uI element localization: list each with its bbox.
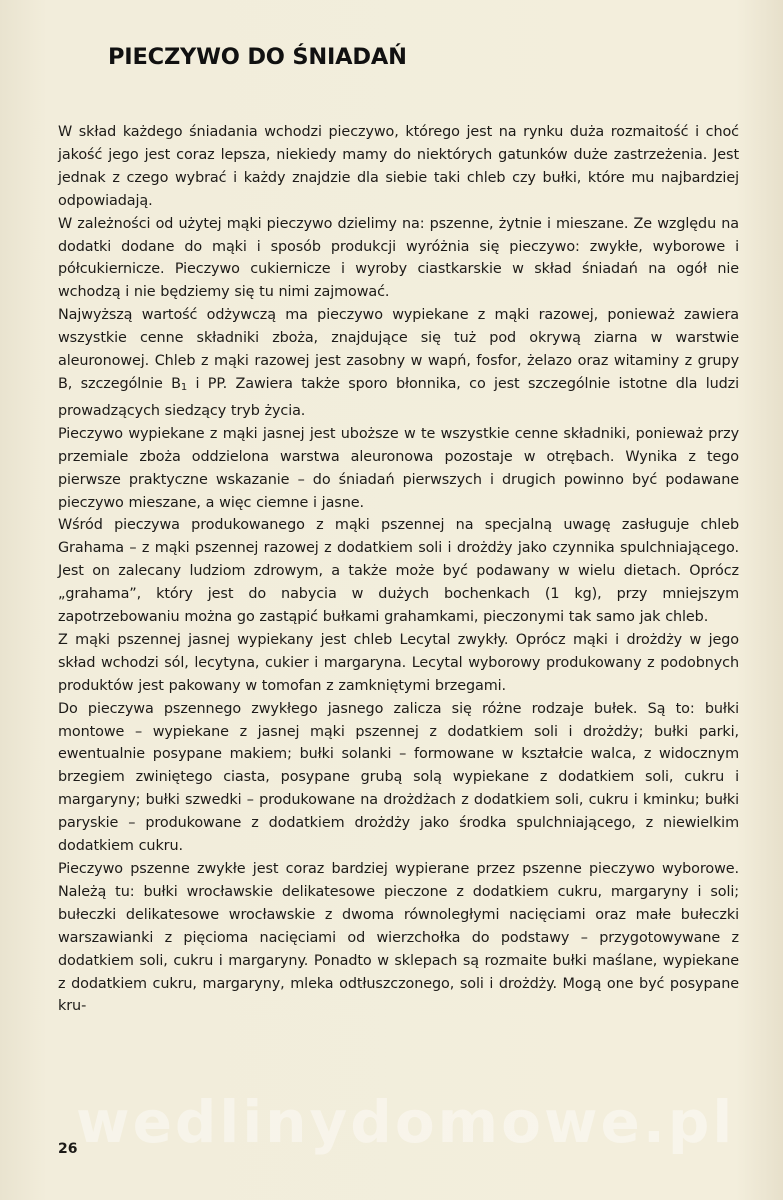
page-number: 26 [58, 1141, 78, 1157]
page-title: PIECZYWO DO ŚNIADAŃ [108, 44, 407, 70]
paragraph-3 [58, 304, 739, 423]
paragraph-3-text: Najwyższą wartość odżywczą ma pieczywo wypiekane z mąki razowej, ponieważ zawiera wszystkie cenne składniki zboża, znajdujące się tuż pod okrywą ziarna w warstwie aleuronowej. Chleb z mąki razowej jest zasobny w wapń, fosfor, żelazo oraz witaminy z grupy B, szczególnie B [58, 307, 739, 392]
article-body [58, 121, 739, 1018]
site-watermark: wedlinydomowe.pl [76, 1088, 736, 1156]
paragraph-1: W skład każdego śniadania wchodzi pieczywo, którego jest na rynku duża rozmaitość i choć jakość jego jest coraz lepsza, niekiedy mamy do niektórych gatunków duże zastrzeżenia. Jest jednak z czego wybrać i każdy znajdzie dla siebie taki chleb czy bułki, które mu najbardziej odpowiadają. [58, 124, 739, 209]
paragraph-6: Z mąki pszennej jasnej wypiekany jest chleb Lecytal zwykły. Oprócz mąki i drożdży w jego skład wchodzi sól, lecytyna, cukier i margaryna. Lecytal wyborowy produkowany z podobnych produktów jest pakowany w tomofan z zamkniętymi brzegami. [58, 631, 739, 694]
paragraph-3-tail: i PP. Zawiera także sporo błonnika, co jest szczególnie istotne dla ludzi prowadzących siedzący tryb życia. [58, 375, 739, 419]
paragraph-2: W zależności od użytej mąki pieczywo dzielimy na: pszenne, żytnie i mieszane. Ze względu na dodatki dodane do mąki i sposób produkcji wyróżnia się pieczywo: zwykłe, wyborowe i półcukiernicze. Pieczywo cukiernicze i wyroby ciastkarskie w skład śniadań na ogół nie wchodzą i nie będziemy się tu nimi zajmować. [58, 215, 739, 301]
paragraph-7: Do pieczywa pszennego zwykłego jasnego zalicza się różne rodzaje bułek. Są to: bułki montowe – wypiekane z jasnej mąki pszennej z dodatkiem soli i drożdży; bułki parki, ewentualnie posypane makiem; bułki solanki – formowane w kształcie walca, z widocznym brzegiem zwiniętego ciasta, posypane grubą solą wypiekane z dodatkiem soli, cukru i margaryny; bułki szwedki – produkowane na drożdżach z dodatkiem soli, cukru i kminku; bułki paryskie – produkowane z dodatkiem drożdży jako środka spulchniającego, z niewielkim dodatkiem cukru. [58, 700, 739, 855]
paragraph-4: Pieczywo wypiekane z mąki jasnej jest uboższe w te wszystkie cenne składniki, ponieważ przy przemiale zboża oddzielona warstwa aleuronowa pozostaje w otrębach. Wynika z tego pierwsze praktyczne wskazanie – do śniadań pierwszych i drugich powinno być podawane pieczywo mieszane, a więc ciemne i jasne. [58, 425, 739, 511]
vitamin-subscript: 1 [180, 381, 188, 393]
paragraph-5: Wśród pieczywa produkowanego z mąki pszennej na specjalną uwagę zasługuje chleb Grahama – z mąki pszennej razowej z dodatkiem soli i drożdży jako czynnika spulchniającego. Jest on zalecany ludziom zdrowym, a także może być podawany w wielu dietach. Oprócz „grahama”, który jest do nabycia w dużych bochenkach (1 kg), przy mniejszym zapotrzebowaniu można go zastąpić bułkami grahamkami, pieczonymi tak samo jak chleb. [58, 517, 739, 626]
paragraph-8: Pieczywo pszenne zwykłe jest coraz bardziej wypierane przez pszenne pieczywo wyborowe. Należą tu: bułki wrocławskie delikatesowe pieczone z dodatkiem cukru, margaryny i soli; bułeczki delikatesowe wrocławskie z dwoma równoległymi nacięciami oraz małe bułeczki warszawianki z pięcioma nacięciami od wierzchołka do podstawy – przygotowywane z dodatkiem soli, cukru i margaryny. Ponadto w sklepach są rozmaite bułki maślane, wypiekane z dodatkiem cukru, margaryny, mleka odtłuszczonego, soli i drożdży. Mogą one być posypane kru- [58, 861, 739, 1015]
